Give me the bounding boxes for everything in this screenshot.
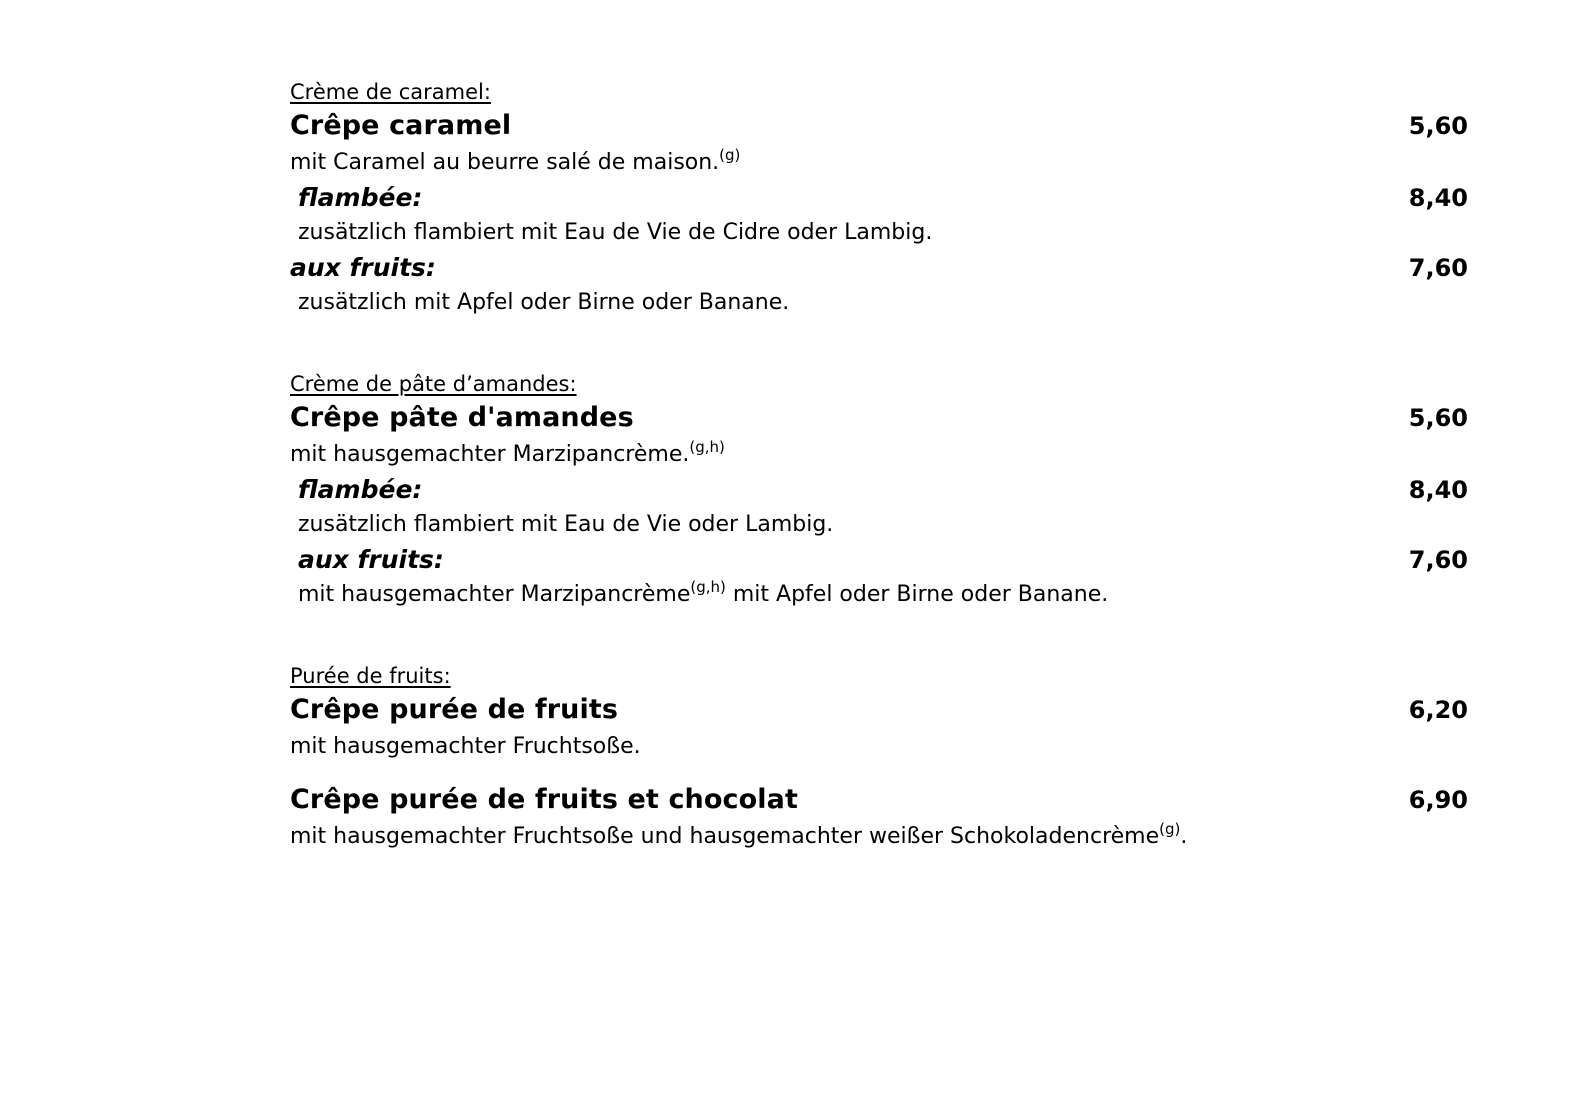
section-puree-de-fruits xyxy=(290,662,1468,854)
menu-item-title: Crêpe purée de fruits xyxy=(290,694,619,725)
section-heading: Crème de caramel: xyxy=(290,80,491,104)
description-text-continued: mit Apfel oder Birne oder Banane. xyxy=(725,582,1109,607)
menu-item-price: 6,20 xyxy=(1408,696,1468,724)
section-spacer xyxy=(290,320,1468,370)
menu-item-price: 5,60 xyxy=(1408,112,1468,140)
item-spacer xyxy=(290,764,1468,780)
sub-item-row xyxy=(290,180,1468,216)
sub-item-row xyxy=(290,250,1468,286)
sub-item-description: zusätzlich flambiert mit Eau de Vie oder Lambig. xyxy=(298,512,834,537)
allergen-note: (g) xyxy=(1159,820,1181,838)
sub-item-title: aux fruits: xyxy=(290,253,436,282)
sub-item-description: zusätzlich mit Apfel oder Birne oder Banane. xyxy=(298,290,790,315)
section-creme-de-pate-damandes xyxy=(290,370,1468,612)
sub-item-description xyxy=(290,578,1468,612)
allergen-note: (g,h) xyxy=(690,578,726,596)
menu-item-row xyxy=(290,106,1468,146)
sub-item-price: 7,60 xyxy=(1408,254,1468,282)
allergen-note: (g,h) xyxy=(689,438,725,456)
sub-item-price: 8,40 xyxy=(1408,476,1468,504)
section-spacer xyxy=(290,612,1468,662)
sub-item-title: flambée: xyxy=(298,475,423,504)
description-text: mit Caramel au beurre salé de maison. xyxy=(290,150,720,175)
sub-item-title: flambée: xyxy=(298,183,423,212)
menu-item-title: Crêpe caramel xyxy=(290,110,512,141)
sub-item-price: 7,60 xyxy=(1408,546,1468,574)
menu-item-description: mit hausgemachter Fruchtsoße. xyxy=(290,734,641,759)
menu-page xyxy=(290,78,1468,854)
allergen-note: (g) xyxy=(719,146,741,164)
menu-item-price: 6,90 xyxy=(1408,786,1468,814)
sub-item-price: 8,40 xyxy=(1408,184,1468,212)
sub-item-row xyxy=(290,542,1468,578)
sub-item-description: zusätzlich flambiert mit Eau de Vie de Cidre oder Lambig. xyxy=(298,220,933,245)
description-text: mit hausgemachter Marzipancrème xyxy=(298,582,691,607)
menu-item-description xyxy=(290,438,1468,472)
menu-item-title: Crêpe pâte d'amandes xyxy=(290,402,634,433)
description-text: mit hausgemachter Marzipancrème. xyxy=(290,442,690,467)
menu-item-description xyxy=(290,820,1468,854)
section-heading: Crème de pâte d’amandes: xyxy=(290,372,577,396)
menu-item-row xyxy=(290,690,1468,730)
section-creme-de-caramel xyxy=(290,78,1468,320)
sub-item-title: aux fruits: xyxy=(298,545,444,574)
menu-item-row xyxy=(290,780,1468,820)
section-heading: Purée de fruits: xyxy=(290,664,451,688)
description-text: mit hausgemachter Fruchtsoße und hausgemachter weißer Schokoladencrème xyxy=(290,824,1160,849)
description-text-continued: . xyxy=(1180,824,1188,849)
menu-item-description xyxy=(290,146,1468,180)
menu-item-row xyxy=(290,398,1468,438)
sub-item-row xyxy=(290,472,1468,508)
menu-item-title: Crêpe purée de fruits et chocolat xyxy=(290,784,798,815)
menu-item-price: 5,60 xyxy=(1408,404,1468,432)
